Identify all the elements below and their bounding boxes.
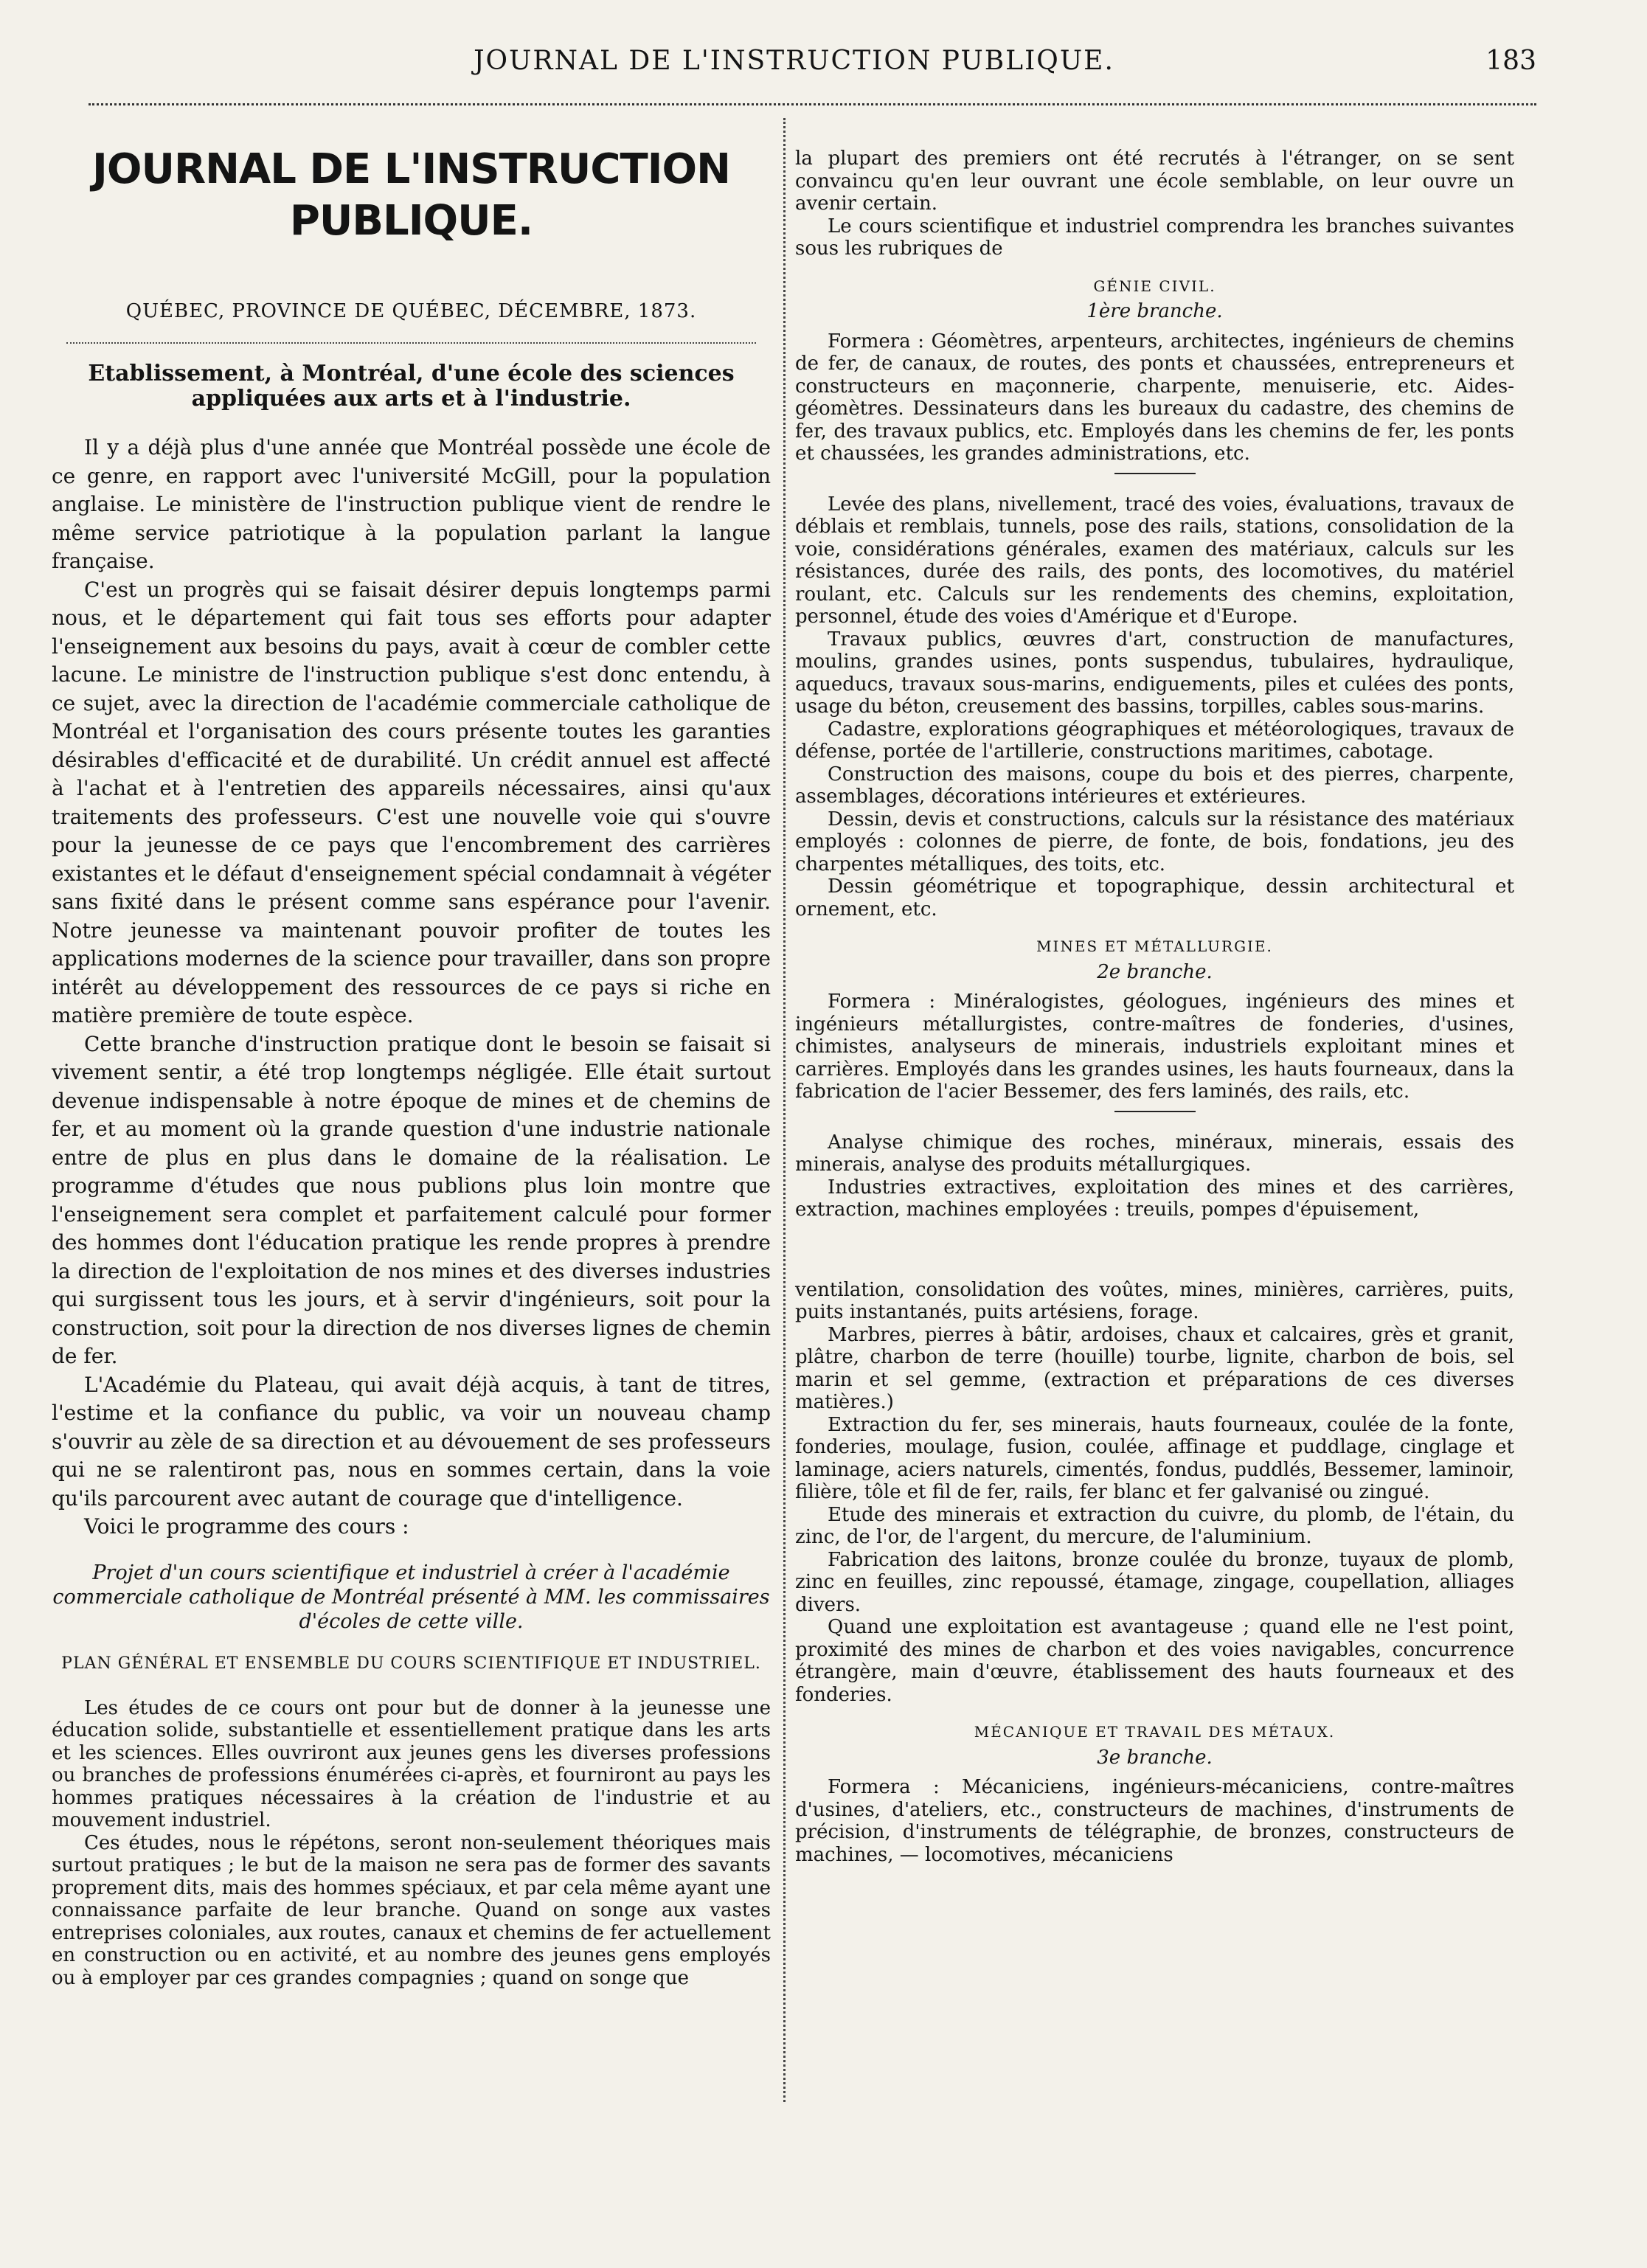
masthead: JOURNAL DE L'INSTRUCTION PUBLIQUE.: [92, 145, 730, 245]
running-title: JOURNAL DE L'INSTRUCTION PUBLIQUE.: [474, 46, 1114, 76]
paragraph: Cette branche d'instruction pratique dont le besoin se faisait si vivement sentir, a été trop longtemps négligée. Elle était surtout devenue indispensable à notre époque de mines et de chemins de fer, et au moment où la grande question d'une industrie nationale entre de plus en plus dans le domaine de la réalisation. Le programme d'études que nous publions plus loin montre que l'enseignement sera complet et parfaitement calculé pour former des hommes dont l'éducation pratique les rende propres à prendre la direction de l'exploitation de nos mines et des diverses industries qui surgissent tous les jours, et à servir d'ingénieurs, soit pour la construction, soit pour la direction de nos diverses lignes de chemin de fer.: [52, 1031, 771, 1369]
left-column: [52, 140, 771, 1989]
paragraph: Dessin géométrique et topographique, dessin architectural et ornement, etc.: [795, 875, 1514, 920]
section-rule: [1114, 473, 1196, 474]
paragraph: Formera : Géomètres, arpenteurs, architectes, ingénieurs de chemins de fer, de canaux, de routes, des ponts et chaussées, entrepreneurs et constructeurs en maçonnerie, charpente, menuiserie, etc. Aides-géomètres. Dessinateurs dans les bureaux du cadastre, des chemins de fer, des travaux publics, etc. Employés dans les chemins de fer, les ponts et chaussées, les grandes administrations, etc.: [795, 330, 1514, 465]
header-rule: [89, 103, 1536, 105]
article-title-line-2: appliquées aux arts et à l'industrie.: [191, 386, 631, 412]
section-subheading: 3e branche.: [1097, 1746, 1213, 1769]
paragraph: Industries extractives, exploitation des mines et des carrières, extraction, machines employées : treuils, pompes d'épuisement,: [795, 1176, 1514, 1221]
paragraph: Analyse chimique des roches, minéraux, minerais, essais des minerais, analyse des produits métallurgiques.: [795, 1131, 1514, 1176]
article-title-line-1: Etablissement, à Montréal, d'une école des sciences: [88, 361, 735, 387]
project-title: Projet d'un cours scientifique et industriel à créer à l'académie commerciale catholique de Montréal présenté à MM. les commissaires d'écoles de cette ville.: [52, 1561, 770, 1633]
paragraph: ventilation, consolidation des voûtes, mines, minières, carrières, puits, puits instantanés, puits artésiens, forage.: [795, 1278, 1514, 1323]
paragraph: Construction des maisons, coupe du bois et des pierres, charpente, assemblages, décorations intérieures et extérieures.: [795, 763, 1514, 808]
paragraph: Il y a déjà plus d'une année que Montréal possède une école de ce genre, en rapport avec l'université McGill, pour la population anglaise. Le ministère de l'instruction publique vient de rendre le même service patriotique à la population parlant la langue française.: [52, 435, 771, 574]
paragraph: Les études de ce cours ont pour but de donner à la jeunesse une éducation solide, substantielle et essentiellement pratique dans les arts et les sciences. Elles ouvriront aux jeunes gens les diverses professions ou branches de professions énumérées ci-après, et fourniront au pays les hommes pratiques nécessaires à la création de l'industrie et au mouvement industriel.: [52, 1696, 771, 1832]
right-column: [795, 148, 1514, 1866]
paragraph: Marbres, pierres à bâtir, ardoises, chaux et calcaires, grès et granit, plâtre, charbon de terre (houille) tourbe, lignite, charbon de bois, sel marin et sel gemme, (extraction et préparations de ces diverses matières.): [795, 1323, 1514, 1413]
paragraph: Le cours scientifique et industriel comprendra les branches suivantes sous les rubriques de: [795, 215, 1514, 260]
section-rule: [1114, 1111, 1196, 1112]
page-number: 183: [1485, 46, 1536, 76]
program-body: [52, 1697, 771, 1990]
paragraph: C'est un progrès qui se faisait désirer depuis longtemps parmi nous, et le département qui fait tous ses efforts pour adapter l'enseignement aux besoins du pays, avait à cœur de combler cette lacune. Le ministre de l'instruction publique s'est donc entendu, à ce sujet, avec la direction de l'académie commerciale catholique de Montréal et l'organisation des cours présente toutes les garanties désirables d'efficacité et de durabilité. Un crédit annuel est affecté à l'achat et à l'entretien des appareils nécessaires, ainsi qu'aux traitements des professeurs. C'est une nouvelle voie qui s'ouvre pour la jeunesse de ce pays que l'encombrement des carrières existantes et le défaut d'enseignement spécial condamnait à végéter sans fixité dans le présent comme sans espérance pour l'avenir. Notre jeunesse va maintenant pouvoir profiter de toutes les applications modernes de la science pour travailler, dans son propre intérêt au développement des ressources de ce pays si riche en matière première de toute espèce.: [52, 577, 771, 1028]
paragraph: Dessin, devis et constructions, calculs sur la résistance des matériaux employés : colonnes de pierre, de fonte, de bois, fondations, jeu des charpentes métalliques, des toits, etc.: [795, 808, 1514, 875]
paragraph: Voici le programme des cours :: [84, 1514, 409, 1539]
article-body: [52, 434, 771, 1542]
section-heading-mines: MINES ET MÉTALLURGIE.: [1036, 937, 1273, 955]
column-gap: [795, 1221, 1514, 1279]
article-title: [52, 361, 771, 412]
paragraph: Levée des plans, nivellement, tracé des voies, évaluations, travaux de déblais et remblais, tunnels, pose des rails, stations, consolidation de la voie, considérations générales, examen des matériaux, calculs sur les résistances, durée des rails, des ponts, des locomotives, du matériel roulant, etc. Calculs sur les rendements des chemins, exploitation, personnel, étude des voies d'Amérique et d'Europe.: [795, 493, 1514, 628]
section-heading-genie-civil: GÉNIE CIVIL.: [1093, 277, 1216, 295]
paragraph: Cadastre, explorations géographiques et météorologiques, travaux de défense, portée de l'artillerie, constructions maritimes, cabotage.: [795, 718, 1514, 763]
paragraph: Travaux publics, œuvres d'art, construction de manufactures, moulins, grandes usines, ponts suspendus, tubulaires, hydraulique, aqueducs, travaux sous-marins, endiguements, piles et culées des ponts, usage du béton, creusement des bassins, torpilles, cables sous-marins.: [795, 628, 1514, 718]
plan-title: PLAN GÉNÉRAL ET ENSEMBLE DU COURS SCIENTIFIQUE ET INDUSTRIEL.: [61, 1654, 761, 1673]
section-subheading: 2e branche.: [1097, 960, 1213, 983]
paragraph: Fabrication des laitons, bronze coulée du bronze, tuyaux de plomb, zinc en feuilles, zinc repoussé, étamage, zingage, coupellation, alliages divers.: [795, 1548, 1514, 1616]
paragraph: Quand une exploitation est avantageuse ; quand elle ne l'est point, proximité des mines de charbon et des voies navigables, concurrence étrangère, main d'œuvre, établissement des hauts fourneaux et des fonderies.: [795, 1616, 1514, 1706]
section-heading-mecanique: MÉCANIQUE ET TRAVAIL DES MÉTAUX.: [974, 1723, 1336, 1741]
paragraph: L'Académie du Plateau, qui avait déjà acquis, à tant de titres, l'estime et la confiance du public, va voir un nouveau champ s'ouvrir au zèle de sa direction et au dévouement de ses professeurs qui ne se ralentiront pas, nous en sommes certain, dans la voie qu'ils parcourent avec autant de courage que d'intelligence.: [52, 1372, 771, 1511]
dateline: QUÉBEC, PROVINCE DE QUÉBEC, DÉCEMBRE, 1873.: [125, 300, 697, 322]
section-subheading: 1ère branche.: [1086, 300, 1223, 322]
dateline-rule: [66, 342, 756, 344]
paragraph: Formera : Minéralogistes, géologues, ingénieurs des mines et ingénieurs métallurgistes, contre-maîtres de fonderies, d'usines, chimistes, analyseurs de minerais, industriels exploitant mines et carrières. Employés dans les grandes usines, les hauts fourneaux, dans la fabrication de l'acier Bessemer, des fers laminés, des rails, etc.: [795, 991, 1514, 1103]
paragraph: la plupart des premiers ont été recrutés à l'étranger, on se sent convaincu qu'en leur ouvrant une école semblable, on leur ouvre un avenir certain.: [795, 148, 1514, 215]
paragraph: Ces études, nous le répétons, seront non-seulement théoriques mais surtout pratiques ; le but de la maison ne sera pas de former des savants proprement dits, mais des hommes spéciaux, et par cela même ayant une connaissance parfaite de leur branche. Quand on songe aux vastes entreprises coloniales, aux routes, canaux et chemins de fer actuellement en construction ou en activité, et au nombre des jeunes gens employés ou à employer par ces grandes compagnies ; quand on songe que: [52, 1831, 771, 1989]
paragraph: Formera : Mécaniciens, ingénieurs-mécaniciens, contre-maîtres d'usines, d'ateliers, etc., constructeurs de machines, d'instruments de précision, d'instruments de télégraphie, de bronzes, constructeurs de machines, — locomotives, mécaniciens: [795, 1776, 1514, 1866]
column-divider: [783, 118, 786, 2102]
paragraph: Extraction du fer, ses minerais, hauts fourneaux, coulée de la fonte, fonderies, moulage, fusion, coulée, affinage et puddlage, cinglage et laminage, aciers naturels, cimentés, fondus, puddlés, Bessemer, laminoir, filière, tôle et fil de fer, rails, fer blanc et fer galvanisé ou zingué.: [795, 1413, 1514, 1503]
paragraph: Etude des minerais et extraction du cuivre, du plomb, de l'étain, du zinc, de l'or, de l'argent, du mercure, de l'aluminium.: [795, 1503, 1514, 1548]
